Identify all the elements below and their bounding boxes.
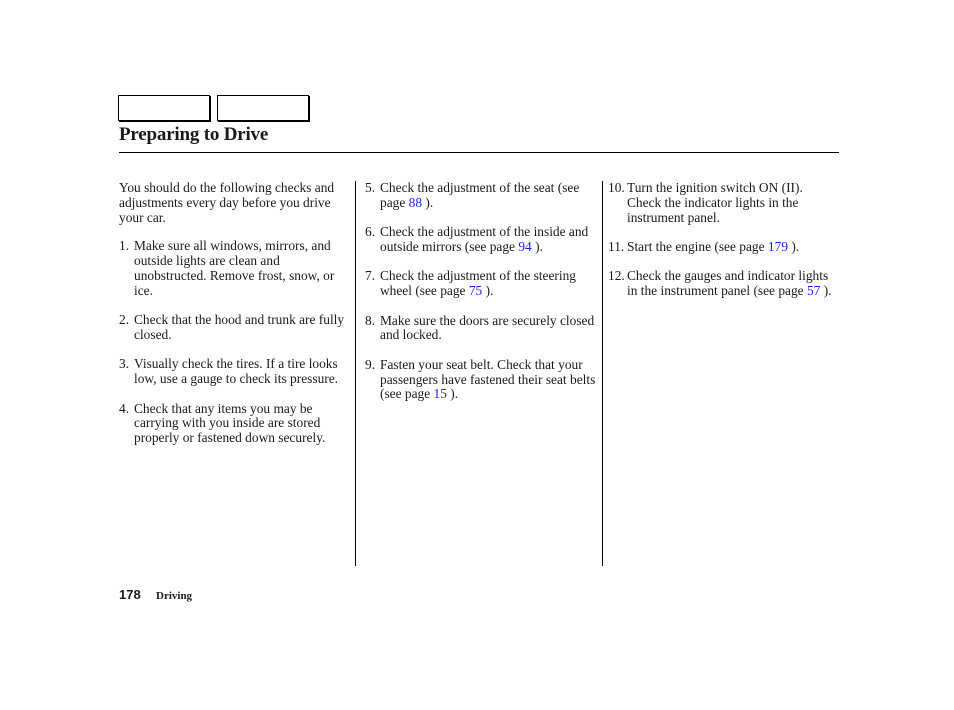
list-item <box>365 269 597 299</box>
item-text-end: ). <box>446 386 459 402</box>
item-number: 7. <box>365 268 376 284</box>
page-number: 178 <box>119 587 141 602</box>
list-item <box>365 181 597 211</box>
item-text: Make sure the doors are securely closed and locked. <box>380 312 595 343</box>
item-number: 8. <box>365 312 376 328</box>
nav-box-previous[interactable] <box>118 95 210 121</box>
page-link[interactable]: 88 <box>408 194 423 210</box>
item-number: 3. <box>119 356 130 372</box>
list-item <box>119 402 351 446</box>
item-text: Start the engine (see page <box>627 238 768 254</box>
item-text: Fasten your seat belt. Check that your passengers have fastened their seat belts (see page <box>380 356 596 402</box>
nav-box-next[interactable] <box>217 95 309 121</box>
column-divider <box>602 181 603 566</box>
section-name: Driving <box>156 590 193 602</box>
list-item <box>608 181 840 225</box>
column-1 <box>119 181 351 461</box>
list-item <box>608 240 840 255</box>
page-link[interactable]: 179 <box>767 238 789 254</box>
item-number: 5. <box>365 180 376 195</box>
title-rule <box>119 152 839 153</box>
column-divider <box>355 181 356 566</box>
item-text: Check that the hood and trunk are fully closed. <box>134 312 345 342</box>
item-number: 6. <box>365 224 376 240</box>
item-text: Make sure all windows, mirrors, and outside lights are clean and unobstructed. Remove frost, snow, or ice. <box>134 238 335 298</box>
intro-text: You should do the following checks and adjustments every day before you drive your car. <box>119 180 335 225</box>
item-number: 2. <box>119 312 130 328</box>
item-text-end: ). <box>788 238 800 254</box>
page-link[interactable]: 15 <box>433 386 447 402</box>
page-title: Preparing to Drive <box>119 124 269 145</box>
item-number: 11. <box>608 238 625 254</box>
list-item <box>608 269 840 299</box>
list-item <box>365 314 597 344</box>
item-text-end: ). <box>422 194 434 210</box>
item-text: Visually check the tires. If a tire looks low, use a gauge to check its pressure. <box>134 356 339 387</box>
column-3 <box>608 181 840 314</box>
column-2 <box>365 181 597 417</box>
item-number: 9. <box>365 356 376 372</box>
list-item <box>119 313 351 343</box>
item-text-end: ). <box>482 283 494 299</box>
item-number: 1. <box>119 238 130 254</box>
list-item <box>119 357 351 387</box>
item-number: 4. <box>119 400 130 416</box>
item-text-end: ). <box>820 283 832 299</box>
page-link[interactable]: 94 <box>518 238 532 254</box>
item-text: Turn the ignition switch ON (II). Check the indicator lights in the instrument panel. <box>627 180 803 225</box>
item-text-end: ). <box>531 238 543 254</box>
item-number: 12. <box>608 268 625 284</box>
item-text: Check the adjustment of the steering wheel (see page <box>380 268 576 299</box>
page-link[interactable]: 75 <box>468 283 483 299</box>
list-item <box>119 239 351 298</box>
item-number: 10. <box>608 180 625 195</box>
list-item <box>365 358 597 402</box>
page-link[interactable]: 57 <box>806 283 821 299</box>
item-text: Check the adjustment of the seat (see page <box>380 180 580 210</box>
item-text: Check that any items you may be carrying with you inside are stored properly or fastened down securely. <box>134 400 326 446</box>
item-text: Check the adjustment of the inside and outside mirrors (see page <box>380 224 589 254</box>
item-text: Check the gauges and indicator lights in the instrument panel (see page <box>627 268 829 299</box>
list-item <box>365 225 597 255</box>
